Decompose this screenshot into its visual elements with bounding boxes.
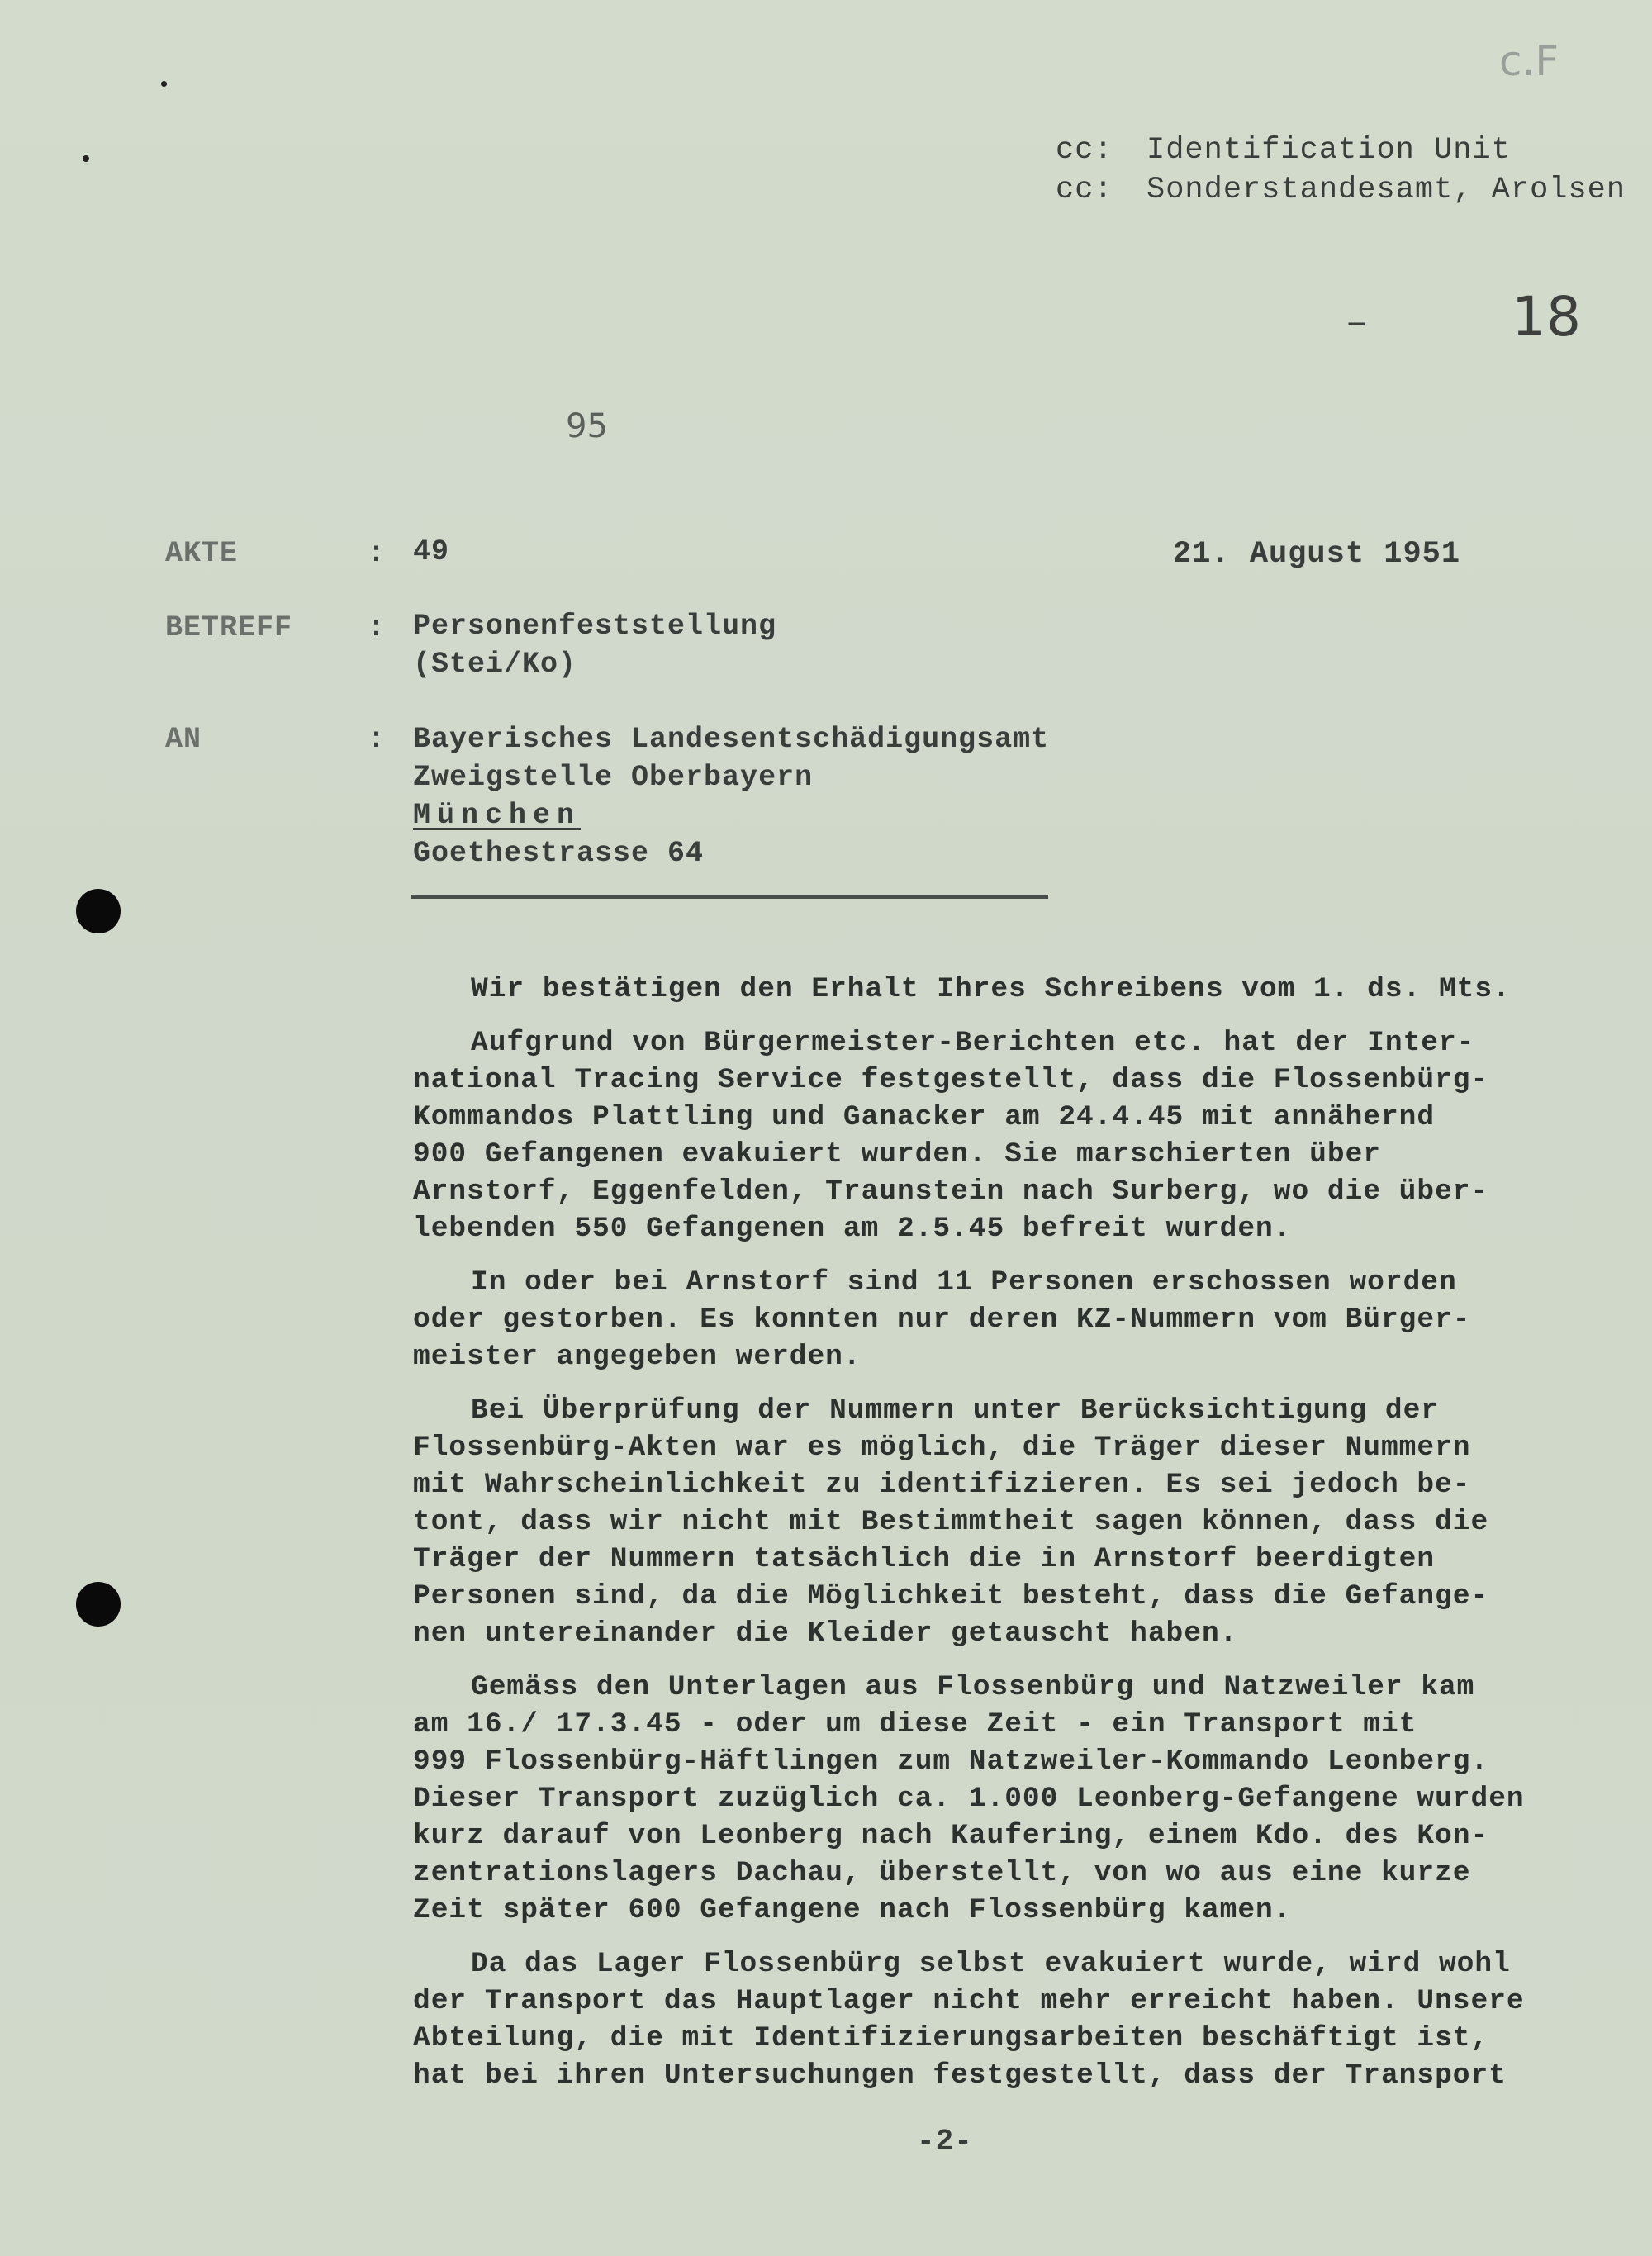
body-paragraph: In oder bei Arnstorf sind 11 Personen erschossen worden oder gestorben. Es konnten nur deren KZ-Nummern vom Bürger- meister angegeben werden. xyxy=(413,1266,1471,1373)
address-street: Goethestrasse 64 xyxy=(413,837,705,870)
recipient-address xyxy=(413,720,1049,872)
cc-label: cc: xyxy=(1056,133,1113,168)
letter-body xyxy=(413,971,1545,2111)
betreff-value xyxy=(413,607,776,683)
an-label: AN xyxy=(165,723,202,756)
handwritten-folio-number: 95 xyxy=(566,407,608,445)
cc-line xyxy=(1056,131,1626,170)
betreff-colon: : xyxy=(368,611,387,644)
address-rule xyxy=(411,895,1048,899)
body-paragraph: Da das Lager Flossenbürg selbst evakuiert wurde, wird wohl der Transport das Hauptlager nicht mehr erreicht haben. Unsere Abteilung, die mit Identifizierungsarbeiten beschäftigt ist, hat bei ihren Untersuchungen festgestellt, dass der Transport xyxy=(413,1948,1525,2092)
an-colon: : xyxy=(368,723,387,756)
akte-colon: : xyxy=(368,537,387,570)
punch-hole-bottom xyxy=(76,1582,121,1627)
body-paragraph: Aufgrund von Bürgermeister-Berichten etc. hat der Inter- national Tracing Service festgestellt, dass die Flossenbürg- Kommandos Plattling und Ganacker am 24.4.45 mit annähernd 900 Gefangenen evakuiert wurden. Sie marschierten über Arnstorf, Eggenfelden, Traunstein nach Surberg, wo die über- lebenden 550 Gefangenen am 2.5.45 befreit wurden. xyxy=(413,1027,1489,1245)
handwritten-corner-note: c.F xyxy=(1499,37,1559,85)
cc-line xyxy=(1056,170,1626,210)
cc-recipient: Sonderstandesamt, Arolsen xyxy=(1146,173,1626,207)
body-paragraph: Bei Überprüfung der Nummern unter Berücksichtigung der Flossenbürg-Akten war es möglich, die Träger dieser Nummern mit Wahrscheinlichkeit zu identifizieren. Es sei jedoch be- tont, dass wir nicht mit Bestimmtheit sagen können, dass die Träger der Nummern tatsächlich die in Arnstorf beerdigten Personen sind, da die Möglichkeit besteht, dass die Gefange- nen untereinander die Kleider getauscht haben. xyxy=(413,1394,1489,1650)
ink-speck xyxy=(161,81,167,87)
handwritten-page-number: 18 xyxy=(1512,285,1581,349)
continuation-marker: -2- xyxy=(917,2125,973,2159)
ink-speck xyxy=(83,155,89,162)
body-paragraph: Gemäss den Unterlagen aus Flossenbürg und Natzweiler kam am 16./ 17.3.45 - oder um diese Zeit - ein Transport mit 999 Flossenbürg-Häftlingen zum Natzweiler-Kommando Leonberg. Dieser Transport zuzüglich ca. 1.000 Leonberg-Gefangene wurden kurz darauf von Leonberg nach Kaufering, einem Kdo. des Kon- zentrationslagers Dachau, überstellt, von wo aus eine kurze Zeit später 600 Gefangene nach Flossenbürg kamen. xyxy=(413,1671,1525,1926)
address-city: München xyxy=(413,799,582,832)
punch-hole-top xyxy=(76,889,121,933)
body-paragraph: Wir bestätigen den Erhalt Ihres Schreibens vom 1. ds. Mts. xyxy=(471,973,1511,1005)
cc-block xyxy=(1056,131,1626,210)
address-line: Bayerisches Landesentschädigungsamt xyxy=(413,723,1050,756)
betreff-subject: Personenfeststellung xyxy=(413,610,777,643)
betreff-label: BETREFF xyxy=(165,611,293,644)
betreff-reference: (Stei/Ko) xyxy=(413,648,577,681)
handwritten-dash: – xyxy=(1346,297,1367,345)
cc-recipient: Identification Unit xyxy=(1146,133,1511,168)
letter-date: 21. August 1951 xyxy=(1173,537,1461,572)
akte-label: AKTE xyxy=(165,537,239,570)
cc-label: cc: xyxy=(1056,173,1113,207)
akte-value: 49 xyxy=(413,535,450,568)
address-line: Zweigstelle Oberbayern xyxy=(413,761,814,794)
